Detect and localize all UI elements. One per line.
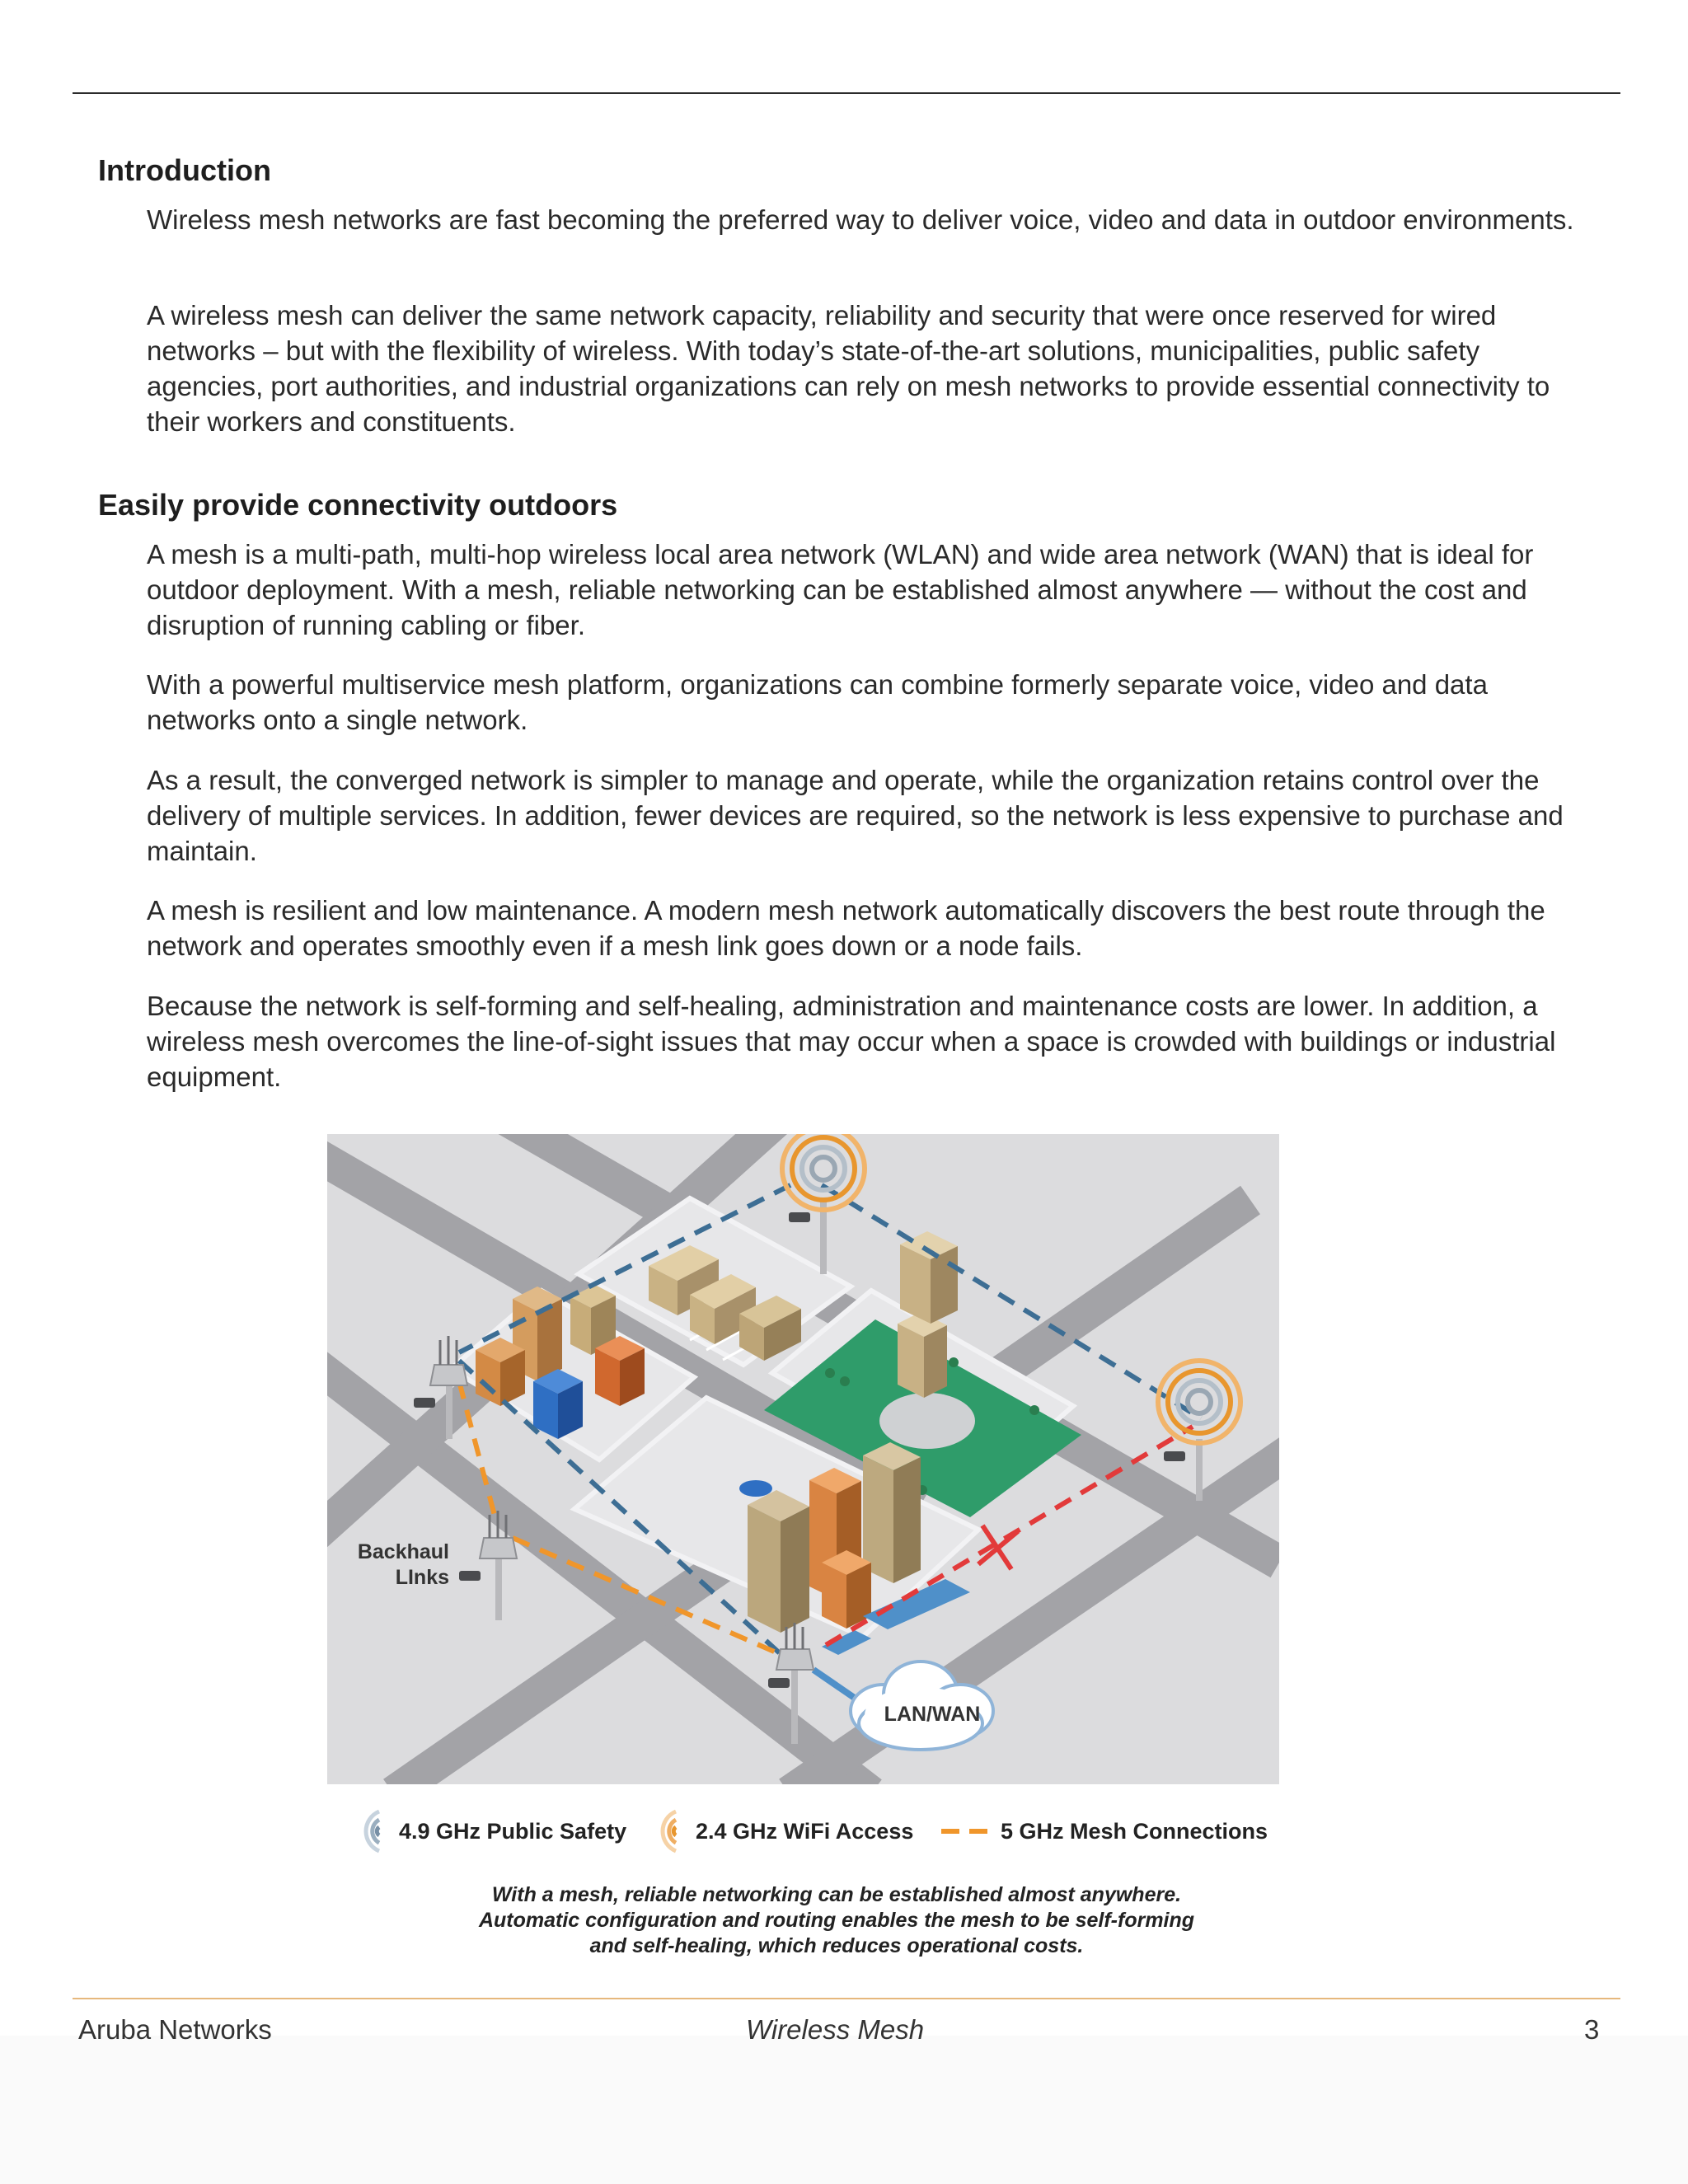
lan-wan-label: LAN/WAN [884,1703,981,1726]
paragraph: A mesh is resilient and low maintenance. A modern mesh network automatically discovers the best route through the network and operates smoothly even if a mesh link goes down or a node fails. [147,895,1545,961]
paragraph: Wireless mesh networks are fast becoming the preferred way to deliver voice, video and data in outdoor environments. [147,204,1574,235]
figure-caption [346,1882,1327,1959]
legend-item-mesh-connections [941,1805,1268,1858]
backhaul-label: LInks [395,1566,449,1589]
page-bottom-shade [0,2036,1688,2184]
section-heading-introduction: Introduction [98,153,271,187]
header-rule [73,92,1620,94]
legend-item-public-safety [346,1805,626,1858]
legend-label: 4.9 GHz Public Safety [399,1818,627,1844]
orange-signal-icon [643,1805,686,1858]
footer-rule [73,1998,1620,1999]
paragraph: As a result, the converged network is simpler to manage and operate, while the organization retains control over the delivery of multiple services. In addition, fewer devices are required, so the network is less expensive to purchase and maintain. [147,765,1564,866]
paragraph: A wireless mesh can deliver the same network capacity, reliability and security that were once reserved for wired networks – but with the flexibility of wireless. With today’s state-of-the-art solutions, municipalities, public safety agencies, port authorities, and industrial organizations can rely on mesh networks to provide essential connectivity to their workers and constituents. [147,300,1550,437]
figure-legend [346,1805,1286,1858]
dashed-line-icon [941,1805,992,1858]
caption-line: With a mesh, reliable networking can be established almost anywhere. [491,1883,1182,1906]
backhaul-label: Backhaul [357,1540,449,1563]
blue-signal-icon [346,1805,389,1858]
paragraph: Because the network is self-forming and self-healing, administration and maintenance costs are lower. In addition, a wireless mesh overcomes the line-of-sight issues that may occur when a space is crowded with buildings or industrial equipment. [147,991,1556,1092]
mesh-network-illustration [327,1134,1279,1784]
footer-company: Aruba Networks [78,2014,272,2045]
caption-line: and self-healing, which reduces operational costs. [589,1934,1084,1957]
footer-document-title: Wireless Mesh [746,2014,925,2045]
legend-item-wifi-access [643,1805,913,1858]
section-heading-connectivity: Easily provide connectivity outdoors [98,488,618,522]
page-number: 3 [1584,2014,1600,2045]
paragraph: With a powerful multiservice mesh platform, organizations can combine formerly separate voice, video and data networks onto a single network. [147,669,1488,735]
paragraph: A mesh is a multi-path, multi-hop wireless local area network (WLAN) and wide area network (WAN) that is ideal for outdoor deployment. With a mesh, reliable networking can be established almost anywhere — without the cost and disruption of running cabling or fiber. [147,539,1534,640]
caption-line: Automatic configuration and routing enables the mesh to be self-forming [478,1909,1195,1932]
legend-label: 2.4 GHz WiFi Access [696,1818,914,1844]
legend-label: 5 GHz Mesh Connections [1001,1818,1268,1844]
